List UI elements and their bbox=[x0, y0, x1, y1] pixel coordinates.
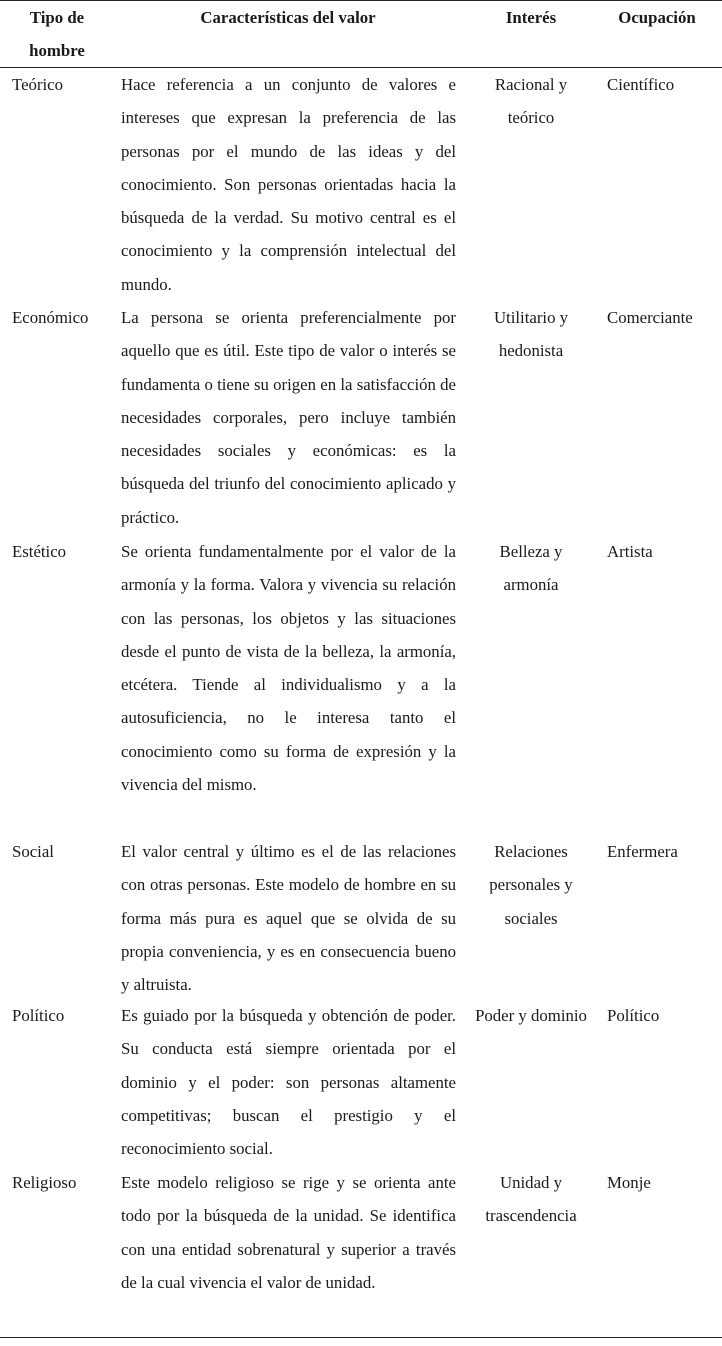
cell-interes: Belleza y armonía bbox=[499, 542, 563, 595]
cell-tipo: Teórico bbox=[12, 75, 64, 94]
cell-caracteristicas: Este modelo religioso se rige y se orienta ante todo por la búsqueda de la unidad. Se identifica con una entidad sobrenatural y superior a través de la cual vivencia el valor de unidad. bbox=[121, 1173, 456, 1292]
cell-tipo: Social bbox=[12, 842, 54, 861]
cell-interes: Poder y dominio bbox=[475, 1006, 587, 1025]
table-header bbox=[0, 0, 722, 67]
header-interes: Interés bbox=[505, 8, 557, 27]
cell-caracteristicas: Hace referencia a un conjunto de valores e intereses que expresan la preferencia de las personas por el mundo de las ideas y del conocimiento. Son personas orientadas hacia la búsqueda de la verdad. Su motivo central es el conocimiento y la comprensión intelectual del mundo. bbox=[121, 75, 456, 294]
cell-tipo: Político bbox=[12, 1006, 65, 1025]
cell-interes: Racional y teórico bbox=[494, 75, 568, 128]
cell-caracteristicas: La persona se orienta preferencialmente por aquello que es útil. Este tipo de valor o interés se fundamenta o tiene su origen en la satisfacción de necesidades corporales, pero incluye también necesidades sociales y económicas: es la búsqueda del triunfo del conocimiento aplicado y práctico. bbox=[121, 308, 456, 527]
cell-tipo: Religioso bbox=[12, 1173, 77, 1192]
header-tipo-de-hombre: Tipo de hombre bbox=[29, 8, 85, 61]
cell-ocupacion: Artista bbox=[607, 542, 653, 561]
cell-ocupacion: Enfermera bbox=[607, 842, 678, 861]
cell-ocupacion: Comerciante bbox=[607, 308, 693, 327]
cell-ocupacion: Monje bbox=[607, 1173, 651, 1192]
cell-caracteristicas: Se orienta fundamentalmente por el valor de la armonía y la forma. Valora y vivencia su relación con las personas, los objetos y las situaciones desde el punto de vista de la belleza, la armonía, etcétera. Tiende al individualismo y a la autosuficiencia, no le interesa tanto el conocimiento como su forma de expresión y la vivencia del mismo. bbox=[121, 542, 456, 795]
cell-ocupacion: Político bbox=[607, 1006, 660, 1025]
table-bottom-rule bbox=[0, 1337, 722, 1338]
cell-interes: Utilitario y hedonista bbox=[493, 308, 569, 361]
header-ocupacion: Ocupación bbox=[618, 8, 696, 27]
header-caracteristicas: Características del valor bbox=[200, 8, 376, 27]
cell-interes: Relaciones personales y sociales bbox=[489, 842, 573, 928]
cell-caracteristicas: Es guiado por la búsqueda y obtención de poder. Su conducta está siempre orientada por el dominio y el poder: son personas altamente competitivas; buscan el prestigio y el reconocimiento social. bbox=[121, 1006, 456, 1159]
cell-caracteristicas: El valor central y último es el de las relaciones con otras personas. Este modelo de hombre en su forma más pura es aquel que se olvida de su propia conveniencia, y es en consecuencia bueno y altruista. bbox=[121, 842, 456, 995]
cell-tipo: Económico bbox=[12, 308, 89, 327]
cell-tipo: Estético bbox=[12, 542, 67, 561]
cell-ocupacion: Científico bbox=[607, 75, 675, 94]
cell-interes: Unidad y trascendencia bbox=[485, 1173, 577, 1226]
